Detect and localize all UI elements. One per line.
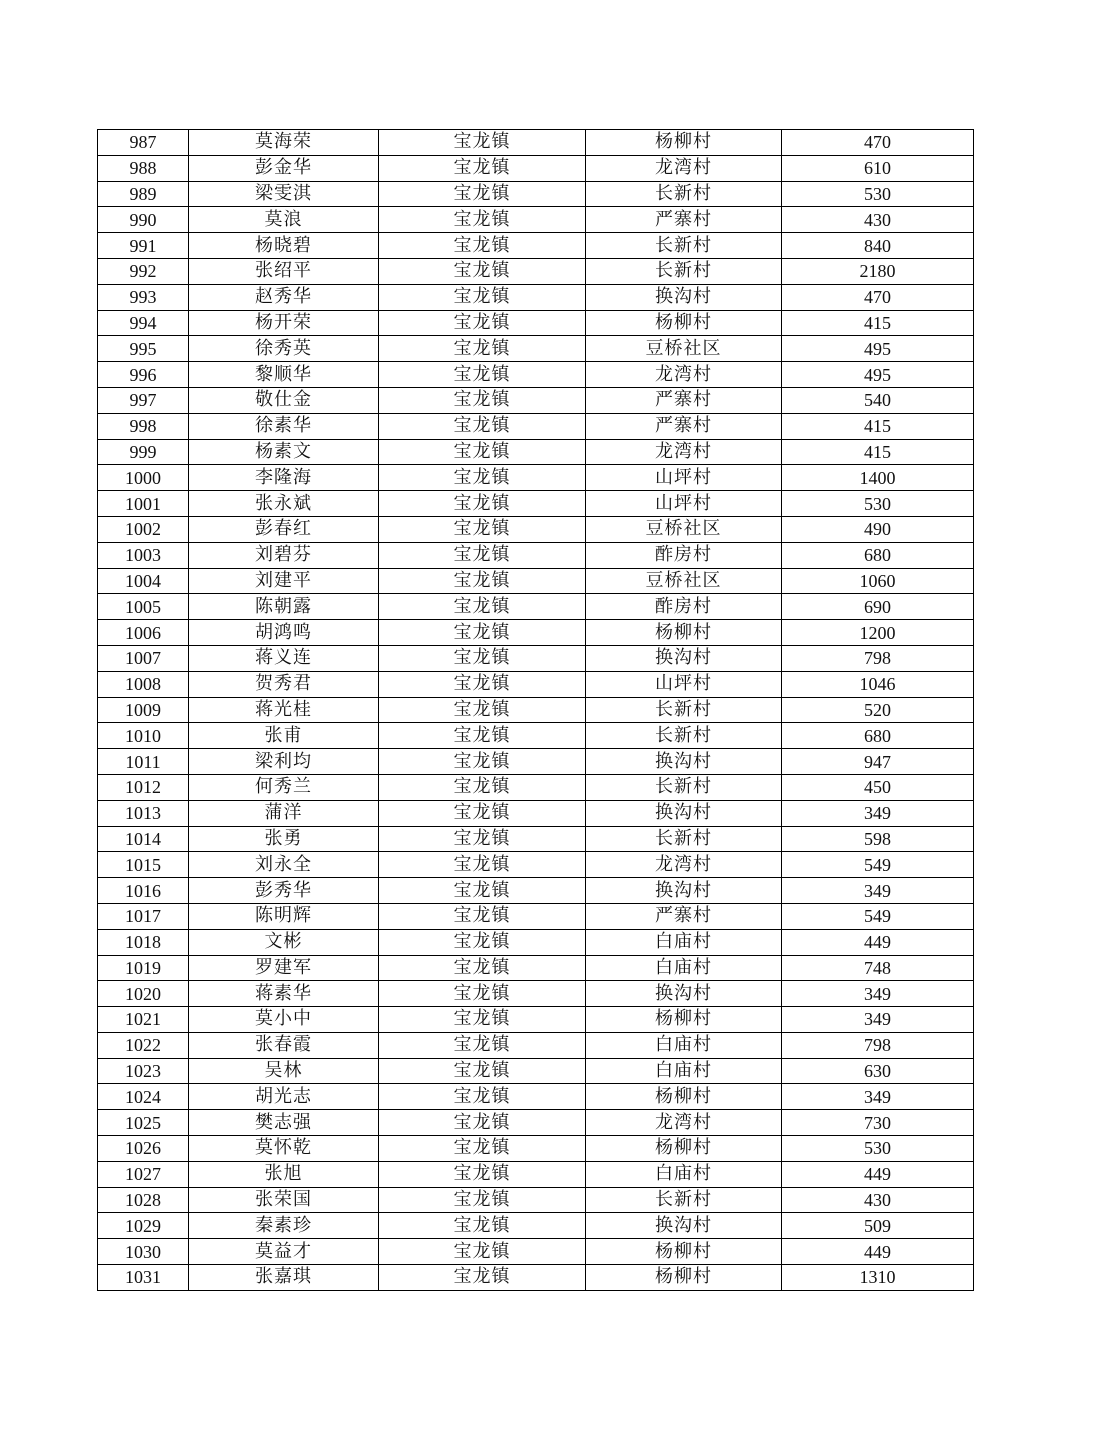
row-number-cell: 1008 xyxy=(98,671,189,697)
table-row xyxy=(98,258,974,284)
amount-cell: 415 xyxy=(782,439,974,465)
table-row xyxy=(98,284,974,310)
town-cell: 宝龙镇 xyxy=(379,749,586,775)
name-cell: 张荣国 xyxy=(189,1187,379,1213)
town-cell: 宝龙镇 xyxy=(379,465,586,491)
village-cell: 严寨村 xyxy=(586,387,782,413)
amount-cell: 530 xyxy=(782,181,974,207)
town-cell: 宝龙镇 xyxy=(379,233,586,259)
name-cell: 杨晓碧 xyxy=(189,233,379,259)
row-number-cell: 1021 xyxy=(98,1007,189,1033)
row-number-cell: 1015 xyxy=(98,852,189,878)
row-number-cell: 1000 xyxy=(98,465,189,491)
table-row xyxy=(98,671,974,697)
amount-cell: 470 xyxy=(782,130,974,156)
row-number-cell: 1009 xyxy=(98,697,189,723)
table-row xyxy=(98,155,974,181)
row-number-cell: 1006 xyxy=(98,620,189,646)
village-cell: 长新村 xyxy=(586,697,782,723)
name-cell: 蒋义连 xyxy=(189,645,379,671)
row-number-cell: 1007 xyxy=(98,645,189,671)
amount-cell: 349 xyxy=(782,878,974,904)
village-cell: 酢房村 xyxy=(586,542,782,568)
table-row xyxy=(98,568,974,594)
amount-cell: 748 xyxy=(782,955,974,981)
table-row xyxy=(98,774,974,800)
name-cell: 张永斌 xyxy=(189,491,379,517)
amount-cell: 798 xyxy=(782,1032,974,1058)
name-cell: 张绍平 xyxy=(189,258,379,284)
amount-cell: 449 xyxy=(782,1239,974,1265)
town-cell: 宝龙镇 xyxy=(379,258,586,284)
village-cell: 豆桥社区 xyxy=(586,516,782,542)
amount-cell: 449 xyxy=(782,929,974,955)
village-cell: 杨柳村 xyxy=(586,1136,782,1162)
row-number-cell: 1023 xyxy=(98,1058,189,1084)
town-cell: 宝龙镇 xyxy=(379,310,586,336)
table-row xyxy=(98,826,974,852)
amount-cell: 680 xyxy=(782,542,974,568)
row-number-cell: 1018 xyxy=(98,929,189,955)
town-cell: 宝龙镇 xyxy=(379,723,586,749)
amount-cell: 549 xyxy=(782,852,974,878)
name-cell: 彭春红 xyxy=(189,516,379,542)
amount-cell: 415 xyxy=(782,413,974,439)
town-cell: 宝龙镇 xyxy=(379,1239,586,1265)
village-cell: 白庙村 xyxy=(586,1032,782,1058)
table-body xyxy=(98,130,974,1291)
table-row xyxy=(98,465,974,491)
town-cell: 宝龙镇 xyxy=(379,671,586,697)
row-number-cell: 1016 xyxy=(98,878,189,904)
row-number-cell: 987 xyxy=(98,130,189,156)
row-number-cell: 1004 xyxy=(98,568,189,594)
town-cell: 宝龙镇 xyxy=(379,620,586,646)
table-row xyxy=(98,697,974,723)
row-number-cell: 1020 xyxy=(98,981,189,1007)
row-number-cell: 1011 xyxy=(98,749,189,775)
amount-cell: 840 xyxy=(782,233,974,259)
name-cell: 莫小中 xyxy=(189,1007,379,1033)
amount-cell: 549 xyxy=(782,903,974,929)
name-cell: 文彬 xyxy=(189,929,379,955)
row-number-cell: 990 xyxy=(98,207,189,233)
row-number-cell: 1005 xyxy=(98,594,189,620)
village-cell: 严寨村 xyxy=(586,903,782,929)
name-cell: 胡鸿鸣 xyxy=(189,620,379,646)
table-row xyxy=(98,1058,974,1084)
village-cell: 豆桥社区 xyxy=(586,568,782,594)
town-cell: 宝龙镇 xyxy=(379,878,586,904)
name-cell: 赵秀华 xyxy=(189,284,379,310)
town-cell: 宝龙镇 xyxy=(379,1265,586,1291)
amount-cell: 470 xyxy=(782,284,974,310)
name-cell: 张春霞 xyxy=(189,1032,379,1058)
amount-cell: 1200 xyxy=(782,620,974,646)
town-cell: 宝龙镇 xyxy=(379,800,586,826)
town-cell: 宝龙镇 xyxy=(379,697,586,723)
row-number-cell: 993 xyxy=(98,284,189,310)
amount-cell: 610 xyxy=(782,155,974,181)
table-row xyxy=(98,723,974,749)
table-row xyxy=(98,336,974,362)
table-row xyxy=(98,1213,974,1239)
village-cell: 白庙村 xyxy=(586,929,782,955)
village-cell: 杨柳村 xyxy=(586,1084,782,1110)
village-cell: 白庙村 xyxy=(586,1161,782,1187)
row-number-cell: 989 xyxy=(98,181,189,207)
town-cell: 宝龙镇 xyxy=(379,439,586,465)
table-row xyxy=(98,1136,974,1162)
name-cell: 秦素珍 xyxy=(189,1213,379,1239)
name-cell: 梁雯淇 xyxy=(189,181,379,207)
village-cell: 白庙村 xyxy=(586,1058,782,1084)
town-cell: 宝龙镇 xyxy=(379,929,586,955)
amount-cell: 349 xyxy=(782,981,974,1007)
village-cell: 龙湾村 xyxy=(586,852,782,878)
town-cell: 宝龙镇 xyxy=(379,645,586,671)
table-row xyxy=(98,1265,974,1291)
name-cell: 敬仕金 xyxy=(189,387,379,413)
village-cell: 长新村 xyxy=(586,233,782,259)
town-cell: 宝龙镇 xyxy=(379,362,586,388)
town-cell: 宝龙镇 xyxy=(379,1161,586,1187)
amount-cell: 520 xyxy=(782,697,974,723)
name-cell: 张旭 xyxy=(189,1161,379,1187)
village-cell: 严寨村 xyxy=(586,207,782,233)
town-cell: 宝龙镇 xyxy=(379,387,586,413)
table-row xyxy=(98,181,974,207)
amount-cell: 495 xyxy=(782,362,974,388)
village-cell: 长新村 xyxy=(586,723,782,749)
village-cell: 严寨村 xyxy=(586,413,782,439)
amount-cell: 349 xyxy=(782,1084,974,1110)
table-row xyxy=(98,852,974,878)
village-cell: 龙湾村 xyxy=(586,1110,782,1136)
town-cell: 宝龙镇 xyxy=(379,336,586,362)
town-cell: 宝龙镇 xyxy=(379,413,586,439)
name-cell: 蒲洋 xyxy=(189,800,379,826)
village-cell: 龙湾村 xyxy=(586,155,782,181)
town-cell: 宝龙镇 xyxy=(379,181,586,207)
table-row xyxy=(98,1239,974,1265)
table-row xyxy=(98,620,974,646)
village-cell: 山坪村 xyxy=(586,671,782,697)
name-cell: 刘建平 xyxy=(189,568,379,594)
row-number-cell: 1001 xyxy=(98,491,189,517)
table-row xyxy=(98,594,974,620)
village-cell: 酢房村 xyxy=(586,594,782,620)
village-cell: 换沟村 xyxy=(586,1213,782,1239)
amount-cell: 530 xyxy=(782,491,974,517)
table-row xyxy=(98,1187,974,1213)
row-number-cell: 991 xyxy=(98,233,189,259)
table-row xyxy=(98,955,974,981)
table-row xyxy=(98,130,974,156)
town-cell: 宝龙镇 xyxy=(379,955,586,981)
name-cell: 刘永全 xyxy=(189,852,379,878)
amount-cell: 630 xyxy=(782,1058,974,1084)
table-row xyxy=(98,413,974,439)
table-row xyxy=(98,749,974,775)
name-cell: 莫怀乾 xyxy=(189,1136,379,1162)
name-cell: 徐素华 xyxy=(189,413,379,439)
amount-cell: 1310 xyxy=(782,1265,974,1291)
town-cell: 宝龙镇 xyxy=(379,1136,586,1162)
village-cell: 长新村 xyxy=(586,258,782,284)
name-cell: 陈朝露 xyxy=(189,594,379,620)
town-cell: 宝龙镇 xyxy=(379,594,586,620)
village-cell: 长新村 xyxy=(586,774,782,800)
table-row xyxy=(98,387,974,413)
name-cell: 李隆海 xyxy=(189,465,379,491)
amount-cell: 598 xyxy=(782,826,974,852)
name-cell: 陈明辉 xyxy=(189,903,379,929)
amount-cell: 680 xyxy=(782,723,974,749)
town-cell: 宝龙镇 xyxy=(379,207,586,233)
table-row xyxy=(98,929,974,955)
village-cell: 杨柳村 xyxy=(586,310,782,336)
row-number-cell: 1014 xyxy=(98,826,189,852)
town-cell: 宝龙镇 xyxy=(379,826,586,852)
town-cell: 宝龙镇 xyxy=(379,1032,586,1058)
amount-cell: 798 xyxy=(782,645,974,671)
name-cell: 胡光志 xyxy=(189,1084,379,1110)
town-cell: 宝龙镇 xyxy=(379,1213,586,1239)
row-number-cell: 1002 xyxy=(98,516,189,542)
village-cell: 白庙村 xyxy=(586,955,782,981)
table-row xyxy=(98,439,974,465)
village-cell: 杨柳村 xyxy=(586,1007,782,1033)
name-cell: 何秀兰 xyxy=(189,774,379,800)
name-cell: 吴林 xyxy=(189,1058,379,1084)
town-cell: 宝龙镇 xyxy=(379,491,586,517)
amount-cell: 449 xyxy=(782,1161,974,1187)
row-number-cell: 999 xyxy=(98,439,189,465)
row-number-cell: 998 xyxy=(98,413,189,439)
town-cell: 宝龙镇 xyxy=(379,1187,586,1213)
row-number-cell: 1024 xyxy=(98,1084,189,1110)
name-cell: 莫益才 xyxy=(189,1239,379,1265)
town-cell: 宝龙镇 xyxy=(379,1084,586,1110)
name-cell: 罗建军 xyxy=(189,955,379,981)
village-cell: 龙湾村 xyxy=(586,362,782,388)
row-number-cell: 1022 xyxy=(98,1032,189,1058)
table-row xyxy=(98,207,974,233)
town-cell: 宝龙镇 xyxy=(379,542,586,568)
row-number-cell: 1031 xyxy=(98,1265,189,1291)
row-number-cell: 1026 xyxy=(98,1136,189,1162)
name-cell: 樊志强 xyxy=(189,1110,379,1136)
name-cell: 徐秀英 xyxy=(189,336,379,362)
name-cell: 刘碧芬 xyxy=(189,542,379,568)
row-number-cell: 1028 xyxy=(98,1187,189,1213)
row-number-cell: 996 xyxy=(98,362,189,388)
row-number-cell: 988 xyxy=(98,155,189,181)
town-cell: 宝龙镇 xyxy=(379,981,586,1007)
village-cell: 杨柳村 xyxy=(586,1239,782,1265)
row-number-cell: 997 xyxy=(98,387,189,413)
town-cell: 宝龙镇 xyxy=(379,1007,586,1033)
data-table xyxy=(97,129,974,1291)
amount-cell: 415 xyxy=(782,310,974,336)
amount-cell: 690 xyxy=(782,594,974,620)
row-number-cell: 992 xyxy=(98,258,189,284)
town-cell: 宝龙镇 xyxy=(379,516,586,542)
name-cell: 梁利均 xyxy=(189,749,379,775)
row-number-cell: 1012 xyxy=(98,774,189,800)
table-row xyxy=(98,542,974,568)
amount-cell: 1060 xyxy=(782,568,974,594)
row-number-cell: 1013 xyxy=(98,800,189,826)
amount-cell: 509 xyxy=(782,1213,974,1239)
table-row xyxy=(98,362,974,388)
row-number-cell: 1003 xyxy=(98,542,189,568)
amount-cell: 540 xyxy=(782,387,974,413)
row-number-cell: 1030 xyxy=(98,1239,189,1265)
village-cell: 山坪村 xyxy=(586,491,782,517)
town-cell: 宝龙镇 xyxy=(379,284,586,310)
row-number-cell: 1025 xyxy=(98,1110,189,1136)
village-cell: 换沟村 xyxy=(586,878,782,904)
name-cell: 杨开荣 xyxy=(189,310,379,336)
name-cell: 蒋光桂 xyxy=(189,697,379,723)
village-cell: 杨柳村 xyxy=(586,1265,782,1291)
table-row xyxy=(98,1084,974,1110)
row-number-cell: 995 xyxy=(98,336,189,362)
amount-cell: 1400 xyxy=(782,465,974,491)
town-cell: 宝龙镇 xyxy=(379,774,586,800)
table-row xyxy=(98,491,974,517)
amount-cell: 530 xyxy=(782,1136,974,1162)
name-cell: 彭金华 xyxy=(189,155,379,181)
name-cell: 莫浪 xyxy=(189,207,379,233)
amount-cell: 730 xyxy=(782,1110,974,1136)
amount-cell: 490 xyxy=(782,516,974,542)
table-row xyxy=(98,1110,974,1136)
town-cell: 宝龙镇 xyxy=(379,852,586,878)
village-cell: 换沟村 xyxy=(586,284,782,310)
table-row xyxy=(98,1032,974,1058)
town-cell: 宝龙镇 xyxy=(379,130,586,156)
name-cell: 张甫 xyxy=(189,723,379,749)
village-cell: 杨柳村 xyxy=(586,620,782,646)
table-row xyxy=(98,233,974,259)
amount-cell: 430 xyxy=(782,207,974,233)
amount-cell: 947 xyxy=(782,749,974,775)
amount-cell: 349 xyxy=(782,1007,974,1033)
row-number-cell: 994 xyxy=(98,310,189,336)
amount-cell: 495 xyxy=(782,336,974,362)
village-cell: 换沟村 xyxy=(586,981,782,1007)
name-cell: 彭秀华 xyxy=(189,878,379,904)
name-cell: 蒋素华 xyxy=(189,981,379,1007)
table-row xyxy=(98,1161,974,1187)
town-cell: 宝龙镇 xyxy=(379,1110,586,1136)
amount-cell: 1046 xyxy=(782,671,974,697)
village-cell: 龙湾村 xyxy=(586,439,782,465)
name-cell: 贺秀君 xyxy=(189,671,379,697)
table-row xyxy=(98,981,974,1007)
village-cell: 长新村 xyxy=(586,826,782,852)
amount-cell: 2180 xyxy=(782,258,974,284)
row-number-cell: 1027 xyxy=(98,1161,189,1187)
row-number-cell: 1017 xyxy=(98,903,189,929)
table-row xyxy=(98,1007,974,1033)
village-cell: 换沟村 xyxy=(586,749,782,775)
name-cell: 莫海荣 xyxy=(189,130,379,156)
village-cell: 换沟村 xyxy=(586,800,782,826)
table-row xyxy=(98,903,974,929)
village-cell: 豆桥社区 xyxy=(586,336,782,362)
name-cell: 黎顺华 xyxy=(189,362,379,388)
table-row xyxy=(98,310,974,336)
table-row xyxy=(98,878,974,904)
town-cell: 宝龙镇 xyxy=(379,903,586,929)
village-cell: 杨柳村 xyxy=(586,130,782,156)
table-row xyxy=(98,645,974,671)
table-row xyxy=(98,516,974,542)
village-cell: 换沟村 xyxy=(586,645,782,671)
town-cell: 宝龙镇 xyxy=(379,155,586,181)
row-number-cell: 1010 xyxy=(98,723,189,749)
village-cell: 山坪村 xyxy=(586,465,782,491)
name-cell: 张嘉琪 xyxy=(189,1265,379,1291)
town-cell: 宝龙镇 xyxy=(379,1058,586,1084)
village-cell: 长新村 xyxy=(586,181,782,207)
name-cell: 杨素文 xyxy=(189,439,379,465)
amount-cell: 430 xyxy=(782,1187,974,1213)
town-cell: 宝龙镇 xyxy=(379,568,586,594)
amount-cell: 450 xyxy=(782,774,974,800)
row-number-cell: 1029 xyxy=(98,1213,189,1239)
row-number-cell: 1019 xyxy=(98,955,189,981)
amount-cell: 349 xyxy=(782,800,974,826)
name-cell: 张勇 xyxy=(189,826,379,852)
village-cell: 长新村 xyxy=(586,1187,782,1213)
table-row xyxy=(98,800,974,826)
